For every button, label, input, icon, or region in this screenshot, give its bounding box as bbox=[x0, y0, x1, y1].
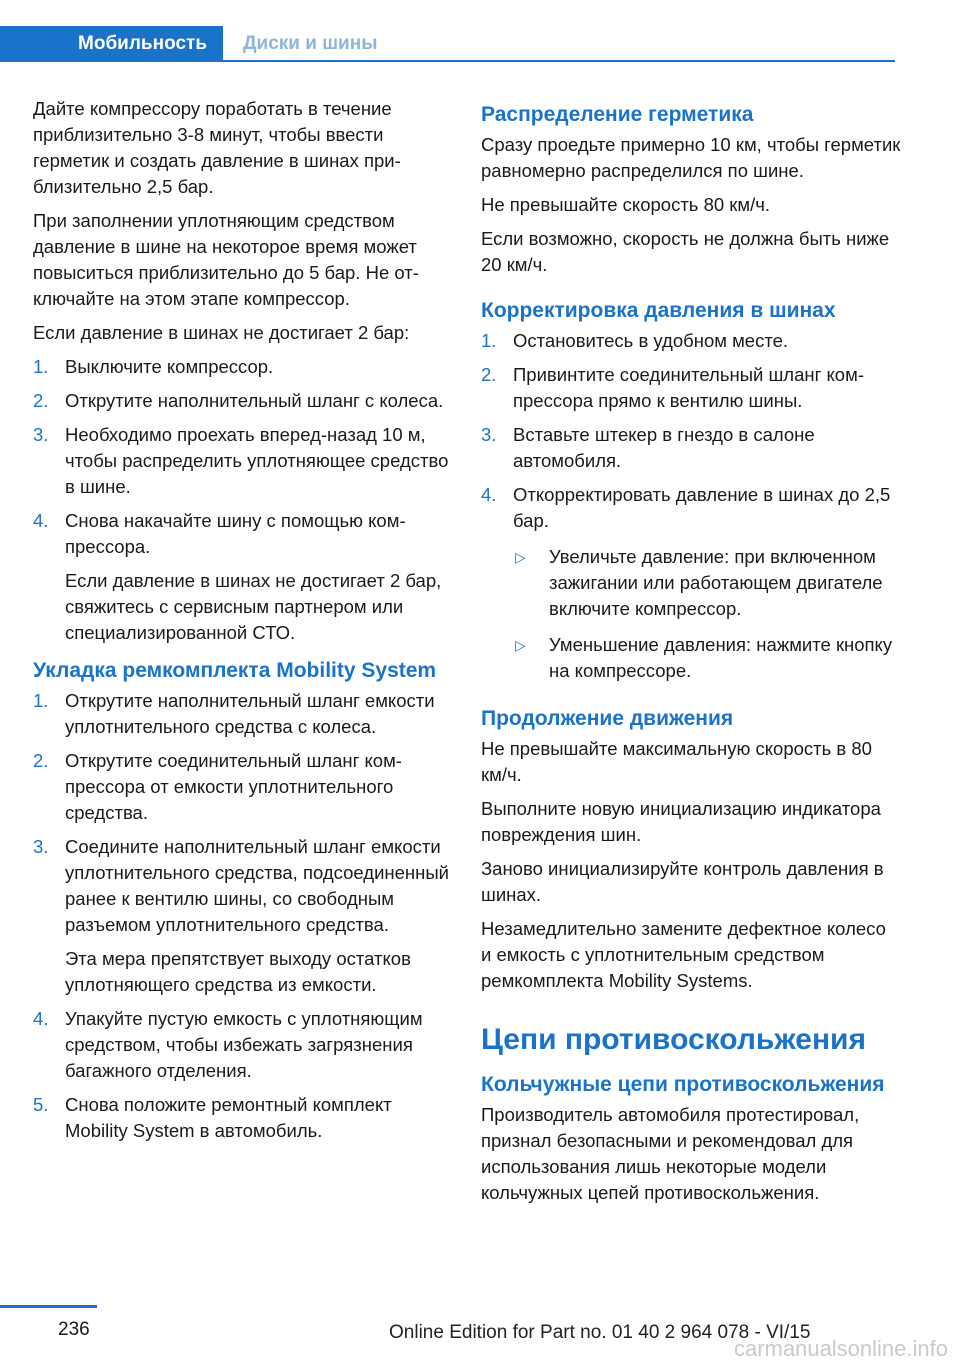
list-item bbox=[33, 1092, 451, 1144]
list-item bbox=[481, 482, 901, 684]
paragraph: Дайте компрессору поработать в течение приблизительно 3-8 минут, чтобы ввести герметик и создать давление в шинах приблизительно 2,5 бар. bbox=[33, 98, 401, 197]
pressure-steps-list bbox=[33, 354, 451, 646]
correction-steps-list bbox=[481, 328, 901, 684]
step-text: Откорректировать давление в шинах до 2,5 бар. bbox=[513, 484, 891, 531]
list-item bbox=[481, 328, 901, 354]
step-number: 3. bbox=[481, 424, 497, 445]
step-number: 1. bbox=[33, 356, 49, 377]
right-column bbox=[481, 96, 901, 1214]
paragraph: Не превышайте скорость 80 км/ч. bbox=[481, 194, 771, 215]
watermark: carmanualsonline.info bbox=[733, 1336, 948, 1361]
list-item bbox=[33, 388, 451, 414]
tab-mobility[interactable]: Мобильность bbox=[0, 26, 223, 62]
sub-list-item bbox=[513, 632, 901, 684]
paragraph: Выполните новую инициализацию индикатора повреждения шин. bbox=[481, 798, 881, 845]
list-item bbox=[33, 1006, 451, 1084]
edition-text: Online Edition for Part no. 01 40 2 964 078 - VI/15 bbox=[389, 1322, 811, 1343]
sub-list bbox=[513, 544, 901, 684]
list-item bbox=[33, 688, 451, 740]
step-number: 4. bbox=[481, 484, 497, 505]
paragraph: При заполнении уплотняющим средством давление в шине на некоторое время может повыситься приблизительно до 5 бар. Не отключайте на этом этапе компрессор. bbox=[33, 210, 419, 309]
step-text: Выключите компрессор. bbox=[65, 356, 274, 377]
left-column bbox=[33, 96, 451, 1152]
chapter-heading-snow-chains: Цепи противоскольжения bbox=[481, 1023, 867, 1056]
step-text: Открутите наполнительный шланг с колеса. bbox=[65, 390, 444, 411]
section-heading-correction: Корректировка давления в шинах bbox=[481, 299, 836, 322]
list-item bbox=[481, 422, 901, 474]
paragraph: Сразу проедьте примерно 10 км, чтобы герметик равномерно распределился по шине. bbox=[481, 134, 901, 181]
list-item bbox=[33, 748, 451, 826]
section-heading-chainmail: Кольчужные цепи противоскольжения bbox=[481, 1073, 885, 1096]
storage-steps-list bbox=[33, 688, 451, 1144]
step-number: 3. bbox=[33, 424, 49, 445]
step-text: Привинтите соединительный шланг компрессора прямо к вентилю шины. bbox=[513, 364, 864, 411]
list-item bbox=[33, 422, 451, 500]
step-number: 2. bbox=[33, 390, 49, 411]
step-note: Если давление в шинах не достигает 2 бар, свяжитесь с сервисным партнером или специализированной СТО. bbox=[65, 570, 442, 643]
chapter-tabs bbox=[0, 26, 895, 62]
step-text: Остановитесь в удобном месте. bbox=[513, 330, 789, 351]
paragraph: Производитель автомобиля протестировал, признал безопасными и рекомендовал для использования лишь некоторые модели кольчужных цепей противоскольжения. bbox=[481, 1104, 860, 1203]
step-text: Открутите наполнительный шланг емкости уплотнительного средства с колеса. bbox=[65, 690, 435, 737]
tab-wheels-and-tires[interactable]: Диски и шины bbox=[243, 33, 378, 54]
step-text: Снова положите ремонтный комплект Mobility System в автомобиль. bbox=[65, 1094, 392, 1141]
step-text: Необходимо проехать вперед-назад 10 м, чтобы распределить уплотняющее средство в шине. bbox=[65, 424, 449, 497]
paragraph: Не превышайте максимальную скорость в 80 км/ч. bbox=[481, 738, 872, 785]
triangle-bullet-icon: ▷ bbox=[515, 549, 526, 565]
step-number: 1. bbox=[33, 690, 49, 711]
step-number: 4. bbox=[33, 1008, 49, 1029]
list-item bbox=[33, 354, 451, 380]
footer-rule bbox=[0, 1305, 97, 1308]
section-heading-storage: Укладка ремкомплекта Mobility System bbox=[33, 659, 437, 682]
list-item bbox=[481, 362, 901, 414]
page-number: 236 bbox=[58, 1319, 90, 1340]
step-number: 2. bbox=[481, 364, 497, 385]
section-heading-distribution: Распределение герметика bbox=[481, 103, 754, 126]
step-text: Вставьте штекер в гнездо в салоне автомобиля. bbox=[513, 424, 815, 471]
step-text: Снова накачайте шину с помощью компрессора. bbox=[65, 510, 406, 557]
triangle-bullet-icon: ▷ bbox=[515, 637, 526, 653]
step-text: Соедините наполнительный шланг емкости уплотнительного средства, подсоединенный ранее к вентилю шины, со свободным разъемом уплотнительного средства. bbox=[65, 836, 449, 935]
step-text: Упакуйте пустую емкость с уплотняющим средством, чтобы избежать загрязнения багажного отделения. bbox=[65, 1008, 423, 1081]
list-item bbox=[33, 834, 451, 998]
step-number: 2. bbox=[33, 750, 49, 771]
header-rule bbox=[223, 60, 895, 62]
paragraph: Незамедлительно замените дефектное колесо и емкость с уплотнительным средством ремкомплекта Mobility Systems. bbox=[481, 918, 886, 991]
paragraph: Если возможно, скорость не должна быть ниже 20 км/ч. bbox=[481, 228, 890, 275]
list-item bbox=[33, 508, 451, 646]
step-number: 5. bbox=[33, 1094, 49, 1115]
sub-item-text: Уменьшение давления: нажмите кнопку на компрессоре. bbox=[549, 634, 893, 681]
step-text: Открутите соединительный шланг компрессора от емкости уплотнительного средства. bbox=[65, 750, 402, 823]
step-number: 1. bbox=[481, 330, 497, 351]
step-number: 4. bbox=[33, 510, 49, 531]
sub-item-text: Увеличьте давление: при включенном зажигании или работающем двигателе включите компрессор. bbox=[549, 546, 883, 619]
step-number: 3. bbox=[33, 836, 49, 857]
paragraph: Если давление в шинах не достигает 2 бар: bbox=[33, 322, 410, 343]
paragraph: Заново инициализируйте контроль давления в шинах. bbox=[481, 858, 884, 905]
section-heading-continue: Продолжение движения bbox=[481, 707, 734, 730]
step-note: Эта мера препятствует выходу остатков уплотняющего средства из емкости. bbox=[65, 948, 411, 995]
sub-list-item bbox=[513, 544, 901, 622]
